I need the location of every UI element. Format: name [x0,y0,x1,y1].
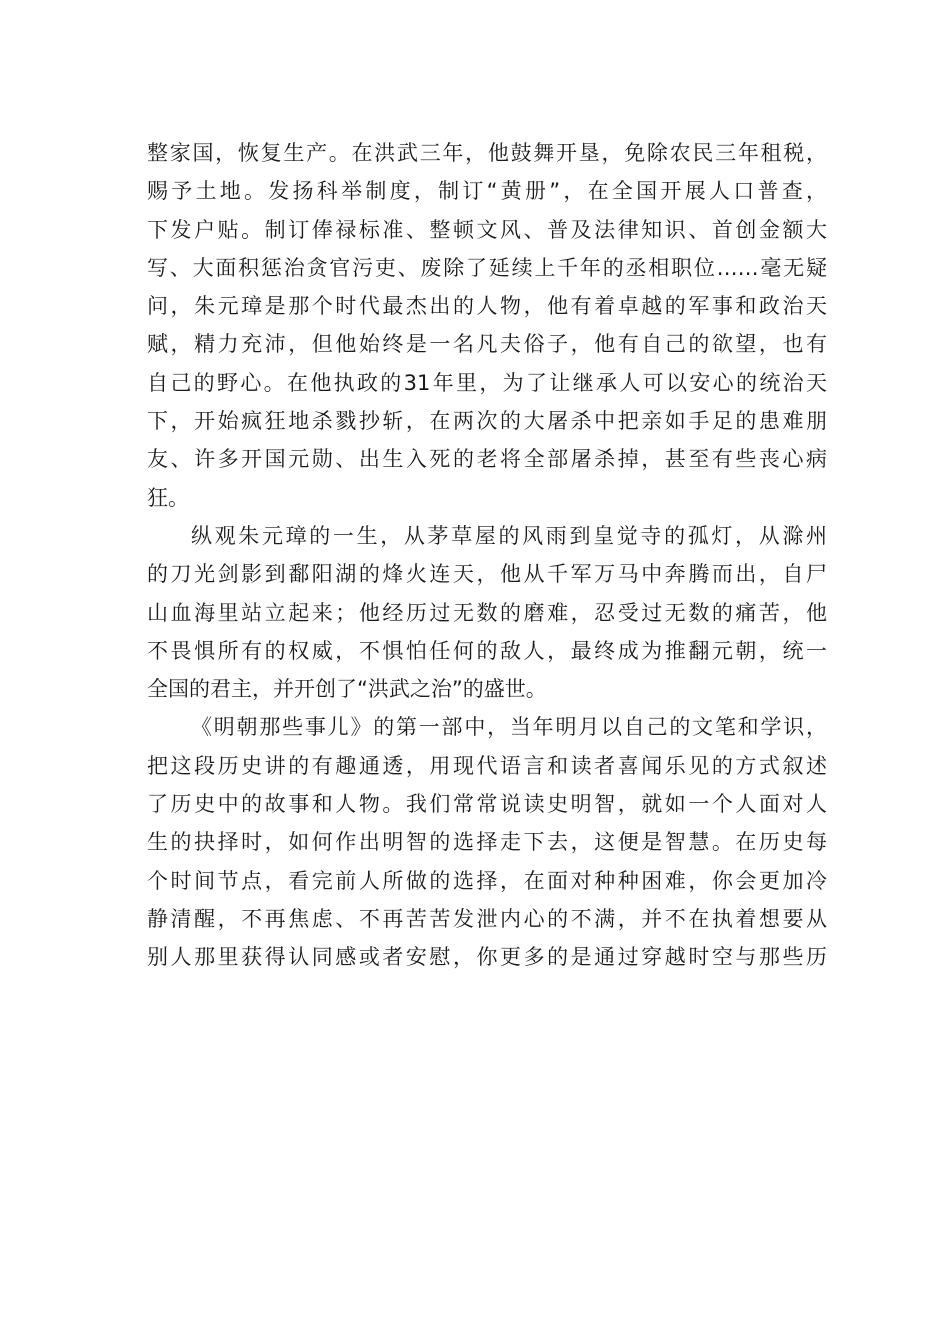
paragraph-2-line-4: 不畏惧所有的权威，不惧怕任何的敌人，最终成为推翻元朝，统一 [147,638,827,663]
paragraph-2-line-5: 全国的君主，并开创了“洪武之治”的盛世。 [147,677,547,702]
paragraph-1-line-1: 整家国，恢复生产。在洪武三年，他鼓舞开垦，免除农民三年租税， [147,141,827,165]
paragraph-2-line-3: 山血海里站立起来；他经历过无数的磨难，忍受过无数的痛苦，他 [147,600,827,625]
paragraph-1-line-8: 下，开始疯狂地杀戮抄斩，在两次的大屠杀中把亲如手足的患难朋 [147,409,827,434]
paragraph-3-line-7: 别人那里获得认同感或者安慰，你更多的是通过穿越时空与那些历 [147,945,827,970]
paragraph-2-line-2: 的刀光剑影到鄱阳湖的烽火连天，他从千军万马中奔腾而出，自尸 [147,562,827,587]
paragraph-2-line-1: 纵观朱元璋的一生，从茅草屋的风雨到皇觉寺的孤灯，从滁州 [191,523,827,548]
paragraph-1-line-9: 友、许多开国元勋、出生入死的老将全部屠杀掉，甚至有些丧心病 [147,447,827,472]
paragraph-1-line-2: 赐予土地。发扬科举制度，制订“黄册”，在全国开展人口普查， [147,179,827,204]
paragraph-3-line-3: 了历史中的故事和人物。我们常常说读史明智，就如一个人面对人 [147,792,827,817]
paragraph-3-line-4: 生的抉择时，如何作出明智的选择走下去，这便是智慧。在历史每 [147,830,827,855]
paragraph-1-line-7: 自己的野心。在他执政的31年里，为了让继承人可以安心的统治天 [147,370,827,395]
paragraph-3-line-5: 个时间节点，看完前人所做的选择，在面对种种困难，你会更加冷 [147,868,827,893]
document-body [147,134,827,977]
paragraph-3-line-6: 静清醒，不再焦虑、不再苦苦发泄内心的不满，并不在执着想要从 [147,906,827,931]
paragraph-1-line-3: 下发户贴。制订俸禄标准、整顿文风、普及法律知识、首创金额大 [147,217,827,242]
paragraph-1-line-5: 问，朱元璋是那个时代最杰出的人物，他有着卓越的军事和政治天 [147,294,827,319]
paragraph-1-line-10: 狂。 [147,485,189,510]
paragraph-1-line-6: 赋，精力充沛，但他始终是一名凡夫俗子，他有自己的欲望，也有 [147,332,827,357]
paragraph-3-line-1: 《明朝那些事儿》的第一部中，当年明月以自己的文笔和学识， [191,715,827,740]
paragraph-1-line-4: 写、大面积惩治贪官污吏、废除了延续上千年的丞相职位……毫无疑 [147,255,827,280]
paragraph-3-line-2: 把这段历史讲的有趣通透，用现代语言和读者喜闻乐见的方式叙述 [147,753,827,778]
